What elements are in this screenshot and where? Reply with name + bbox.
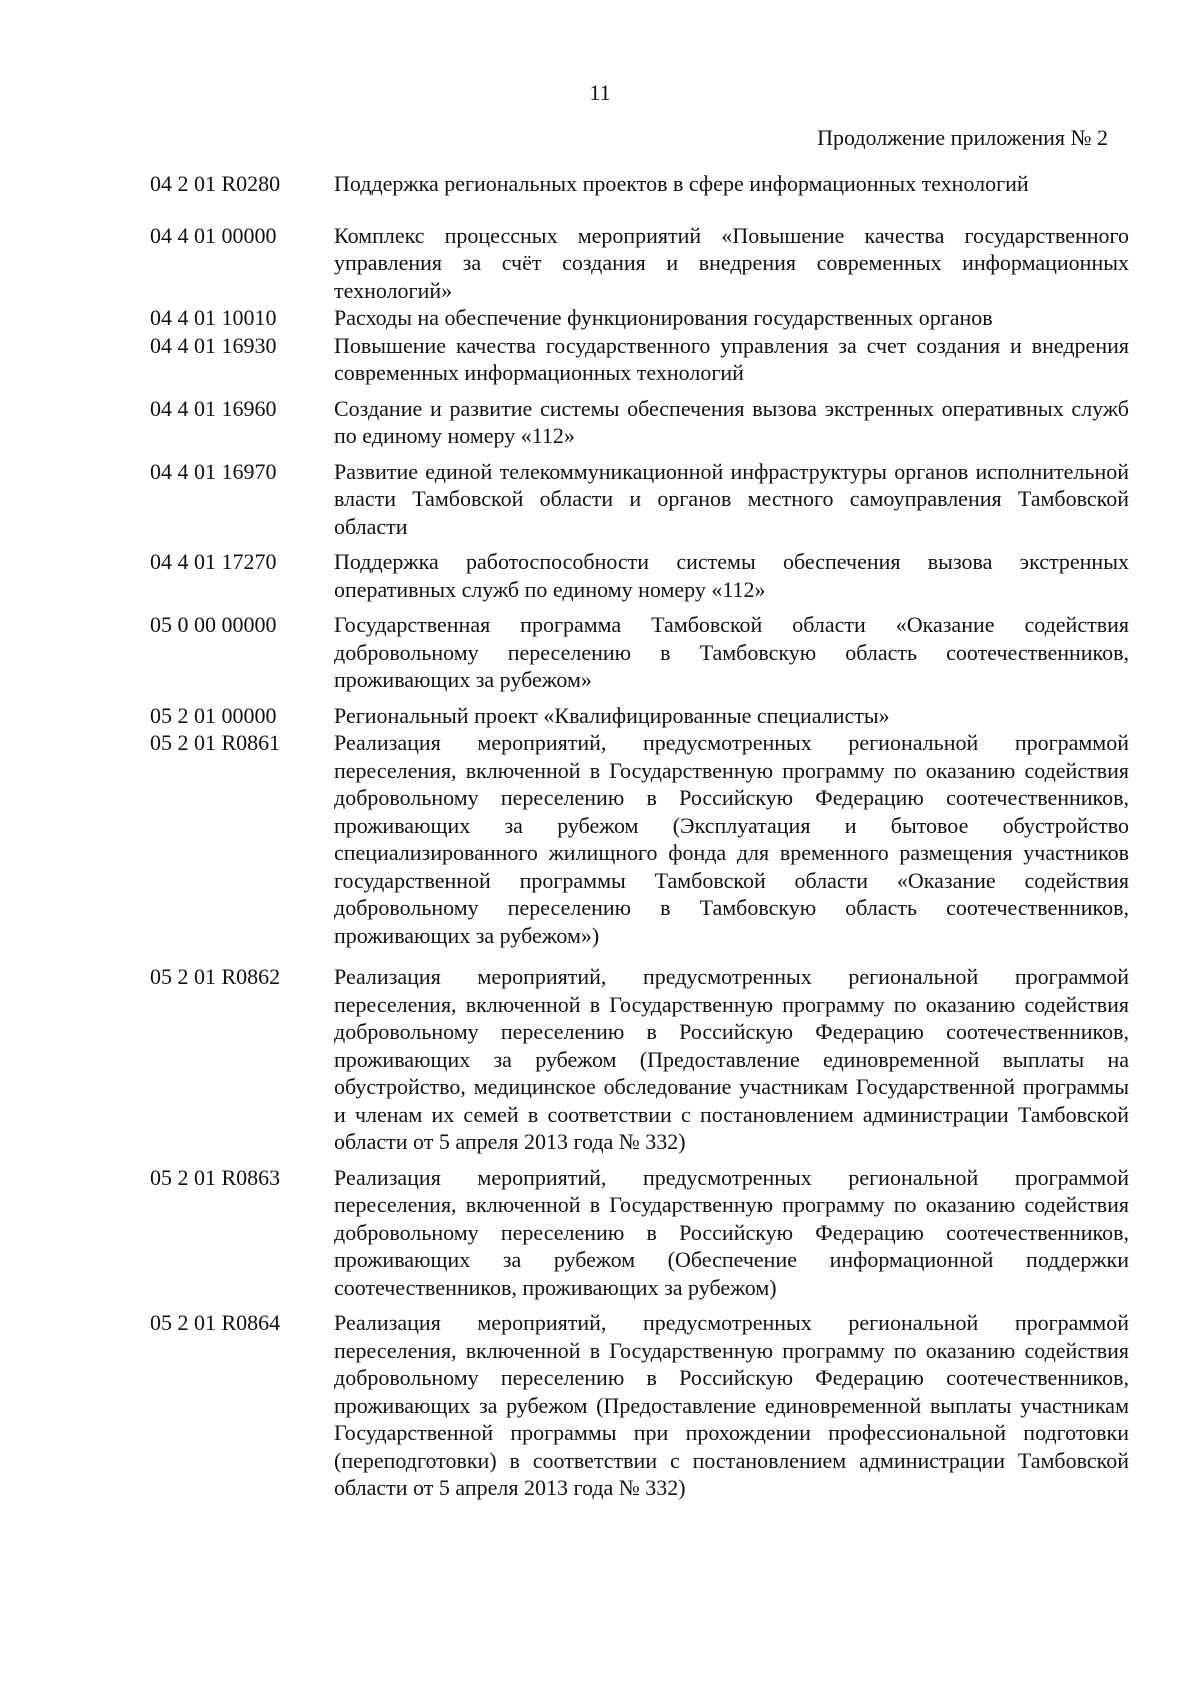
classification-description: Развитие единой телекоммуникационной инфраструктуры органов исполнительной власти Тамбовской области и органов местного самоуправления Тамбовской области [334, 458, 1129, 539]
budget-classification-list [0, 170, 1200, 1510]
classification-code: 05 2 01 R0864 [150, 1310, 281, 1335]
classification-code: 04 4 01 16970 [150, 458, 277, 484]
list-item [0, 702, 1200, 730]
classification-description: Государственная программа Тамбовской области «Оказание содействия добровольному переселению в Тамбовскую область соотечественников, проживающих за рубежом» [334, 612, 1129, 692]
classification-code: 05 0 00 00000 [150, 612, 277, 637]
page-number: 11 [589, 80, 611, 105]
list-item [0, 611, 1200, 694]
appendix-continuation-note: Продолжение приложения № 2 [817, 125, 1108, 150]
classification-description: Реализация мероприятий, предусмотренных региональной программой переселения, включенной в Государственную программу по оказанию содействия добровольному переселению в Российскую Федерацию соотечественников, проживающих за рубежом (Обеспечение информационной поддержки соотечественников, проживающих за рубежом) [334, 1164, 1129, 1300]
classification-code: 05 2 01 R0862 [150, 964, 281, 989]
classification-description: Расходы на обеспечение функционирования государственных органов [334, 305, 993, 330]
classification-code: 04 4 01 00000 [150, 222, 277, 248]
list-item [0, 1309, 1200, 1502]
list-item [0, 395, 1200, 450]
list-item [0, 222, 1200, 305]
classification-code: 04 4 01 17270 [150, 549, 277, 574]
classification-description: Реализация мероприятий, предусмотренных региональной программой переселения, включенной в Государственную программу по оказанию содействия добровольному переселению в Российскую Федерацию соотечественников, проживающих за рубежом (Эксплуатация и бытовое обустройство специализированного жилищного фонда для временного размещения участников государственной программы Тамбовской области «Оказание содействия добровольному переселению в Тамбовскую область соотечественников, проживающих за рубежом») [334, 730, 1129, 948]
classification-code: 04 4 01 10010 [150, 305, 277, 330]
classification-code: 04 4 01 16960 [150, 395, 277, 421]
list-item [0, 170, 1200, 198]
list-item [0, 548, 1200, 603]
classification-description: Поддержка региональных проектов в сфере информационных технологий [334, 171, 1029, 196]
classification-description: Реализация мероприятий, предусмотренных региональной программой переселения, включенной в Государственную программу по оказанию содействия добровольному переселению в Российскую Федерацию соотечественников, проживающих за рубежом (Предоставление единовременной выплаты участникам Государственной программы при прохождении профессиональной подготовки (переподготовки) в соответствии с постановлением администрации Тамбовской области от 5 апреля 2013 года № 332) [334, 1310, 1129, 1500]
classification-description: Региональный проект «Квалифицированные специалисты» [334, 702, 890, 728]
classification-code: 04 4 01 16930 [150, 332, 277, 358]
classification-code: 05 2 01 R0863 [150, 1164, 281, 1190]
list-item [0, 963, 1200, 1156]
classification-description: Повышение качества государственного управления за счет создания и внедрения современных информационных технологий [334, 332, 1129, 385]
classification-description: Комплекс процессных мероприятий «Повышение качества государственного управления за счёт создания и внедрения современных информационных технологий» [334, 222, 1129, 303]
classification-description: Реализация мероприятий, предусмотренных региональной программой переселения, включенной в Государственную программу по оказанию содействия добровольному переселению в Российскую Федерацию соотечественников, проживающих за рубежом (Предоставление единовременной выплаты на обустройство, медицинское обследование участникам Государственной программы и членам их семей в соответствии с постановлением администрации Тамбовской области от 5 апреля 2013 года № 332) [334, 964, 1129, 1154]
list-item [0, 1164, 1200, 1302]
classification-code: 05 2 01 00000 [150, 702, 277, 728]
classification-description: Создание и развитие системы обеспечения вызова экстренных оперативных служб по единому номеру «112» [334, 395, 1129, 448]
list-item [0, 304, 1200, 332]
list-item [0, 332, 1200, 387]
list-item [0, 729, 1200, 949]
classification-description: Поддержка работоспособности системы обеспечения вызова экстренных оперативных служб по единому номеру «112» [334, 549, 1129, 602]
classification-code: 05 2 01 R0861 [150, 730, 281, 755]
classification-code: 04 2 01 R0280 [150, 171, 281, 196]
list-item [0, 458, 1200, 541]
